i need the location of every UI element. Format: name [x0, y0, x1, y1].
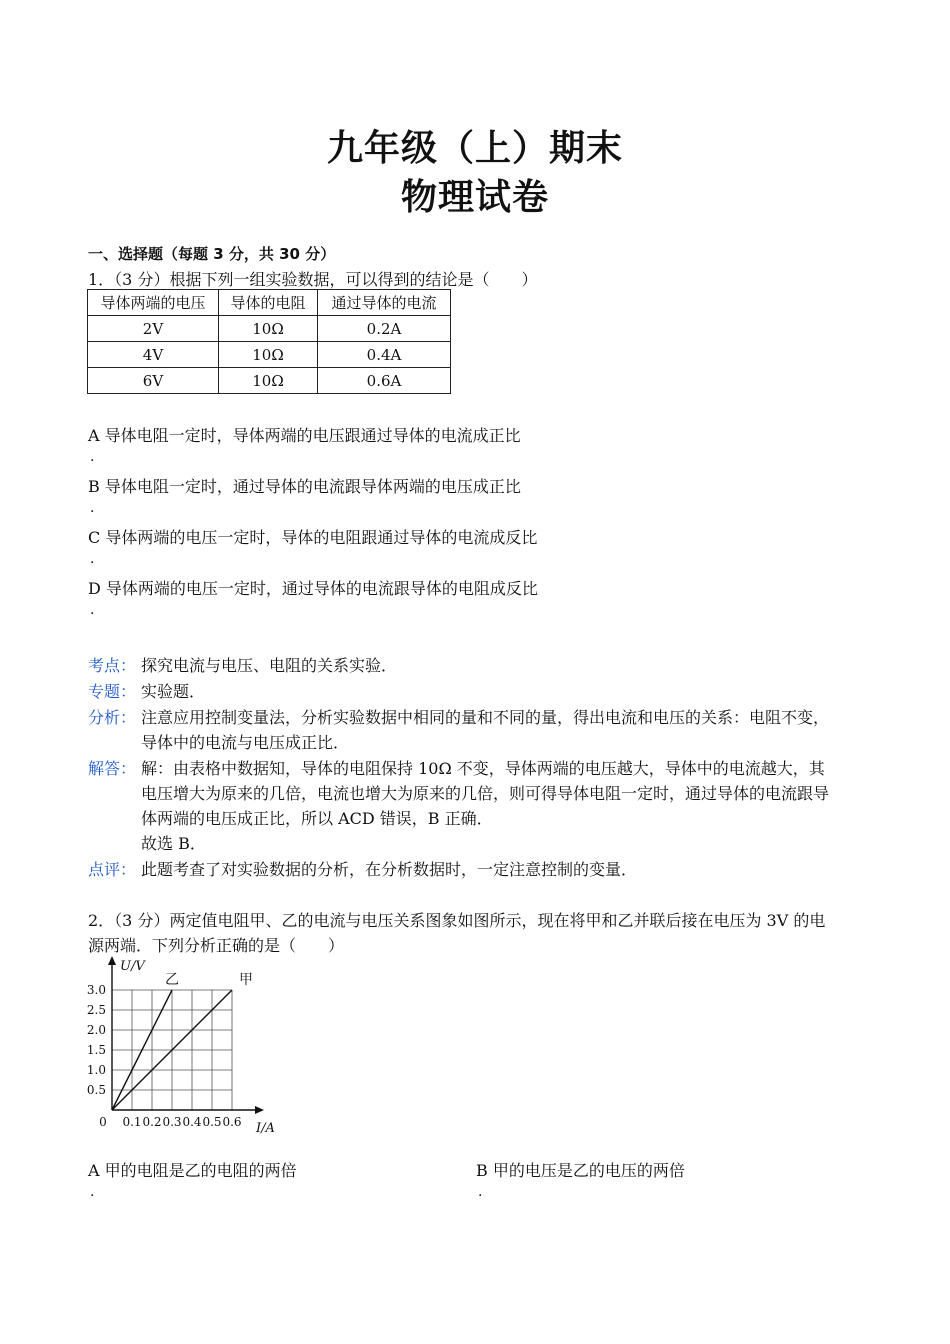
table-header-row	[88, 290, 451, 316]
series-label: 乙	[165, 972, 179, 988]
y-axis-arrow-icon	[108, 956, 116, 965]
jieda-line-1: 解：由表格中数据知，导体的电阻保持 10Ω 不变，导体两端的电压越大，导体中的电流越大，其	[141, 759, 825, 778]
table-cell: 6V	[88, 368, 219, 394]
voltage-current-chart	[82, 955, 282, 1140]
y-tick-label: 3.0	[86, 983, 106, 997]
option-c[interactable]: C 导体两端的电压一定时，导体的电阻跟通过导体的电流成反比	[88, 528, 538, 547]
page-title: 九年级（上）期末	[326, 128, 623, 169]
table-cell: 4V	[88, 342, 219, 368]
table-cell: 2V	[88, 316, 219, 342]
q2-option-a-dot: .	[90, 1184, 95, 1200]
x-tick-label: 0.1	[122, 1115, 142, 1129]
table-cell: 0.2A	[318, 316, 451, 342]
fenxi-line-1: 注意应用控制变量法，分析实验数据中相同的量和不同的量，得出电流和电压的关系：电阻不变，	[141, 708, 830, 727]
x-tick-label: 0	[99, 1115, 107, 1129]
option-b-dot: .	[90, 500, 95, 516]
option-d[interactable]: D 导体两端的电压一定时，通过导体的电流跟导体的电阻成反比	[88, 579, 538, 598]
fenxi-label: 分析：	[88, 708, 137, 727]
table-header-cell: 导体两端的电压	[88, 290, 219, 316]
jieda-line-3: 体两端的电压成正比，所以 ACD 错误，B 正确．	[141, 809, 493, 828]
y-tick-label: 2.5	[86, 1003, 106, 1017]
option-a[interactable]: A 导体电阻一定时，导体两端的电压跟通过导体的电流成正比	[88, 426, 521, 445]
table-cell: 0.4A	[318, 342, 451, 368]
option-b[interactable]: B 导体电阻一定时，通过导体的电流跟导体两端的电压成正比	[88, 477, 521, 496]
x-axis-arrow-icon	[255, 1106, 264, 1114]
q2-option-b[interactable]: B 甲的电压是乙的电压的两倍	[476, 1161, 685, 1180]
table-cell: 0.6A	[318, 368, 451, 394]
jieda-line-4: 故选 B．	[141, 834, 206, 853]
x-axis-label: I/A	[256, 1121, 275, 1136]
question-1-stem: 1．（3 分）根据下列一组实验数据，可以得到的结论是（ ）	[88, 270, 538, 289]
table-header-cell: 导体的电阻	[219, 290, 318, 316]
y-tick-label: 0.5	[86, 1083, 106, 1097]
fenxi-line-2: 导体中的电流与电压成正比．	[141, 733, 350, 752]
kaodian-text: 探究电流与电压、电阻的关系实验．	[141, 656, 398, 675]
table-cell: 10Ω	[219, 342, 318, 368]
series-label: 甲	[239, 972, 253, 988]
jieda-label: 解答：	[88, 759, 137, 778]
zhuanti-text: 实验题．	[141, 682, 206, 701]
y-tick-label: 1.0	[86, 1063, 106, 1077]
question-2-stem-line-1: 2．（3 分）两定值电阻甲、乙的电流与电压关系图象如图所示，现在将甲和乙并联后接在电压为 3V 的电	[88, 911, 826, 930]
table-cell: 10Ω	[219, 368, 318, 394]
table-row	[88, 342, 451, 368]
table-cell: 10Ω	[219, 316, 318, 342]
option-c-dot: .	[90, 551, 95, 567]
page-subtitle: 物理试卷	[400, 177, 549, 218]
y-tick-label: 1.5	[86, 1043, 106, 1057]
y-axis-label: U/V	[120, 959, 145, 974]
option-a-dot: .	[90, 449, 95, 465]
data-table	[87, 289, 451, 394]
table-header-cell: 通过导体的电流	[318, 290, 451, 316]
question-2-stem-line-2: 源两端．下列分析正确的是（ ）	[88, 936, 345, 955]
zhuanti-label: 专题：	[88, 682, 137, 701]
q2-option-a[interactable]: A 甲的电阻是乙的电阻的两倍	[88, 1161, 297, 1180]
option-d-dot: .	[90, 602, 95, 618]
x-tick-label: 0.5	[202, 1115, 222, 1129]
q2-option-b-dot: .	[478, 1184, 483, 1200]
dianping-text: 此题考查了对实验数据的分析，在分析数据时，一定注意控制的变量．	[141, 860, 638, 879]
kaodian-label: 考点：	[88, 656, 137, 675]
dianping-label: 点评：	[88, 860, 137, 879]
x-tick-label: 0.6	[222, 1115, 242, 1129]
y-tick-label: 2.0	[86, 1023, 106, 1037]
x-tick-label: 0.2	[142, 1115, 162, 1129]
section-heading: 一、选择题（每题 3 分，共 30 分）	[88, 245, 336, 263]
table-row	[88, 368, 451, 394]
x-tick-label: 0.4	[182, 1115, 202, 1129]
jieda-line-2: 电压增大为原来的几倍，电流也增大为原来的几倍，则可得导体电阻一定时，通过导体的电流跟导	[141, 784, 830, 803]
x-tick-label: 0.3	[162, 1115, 182, 1129]
table-row	[88, 316, 451, 342]
